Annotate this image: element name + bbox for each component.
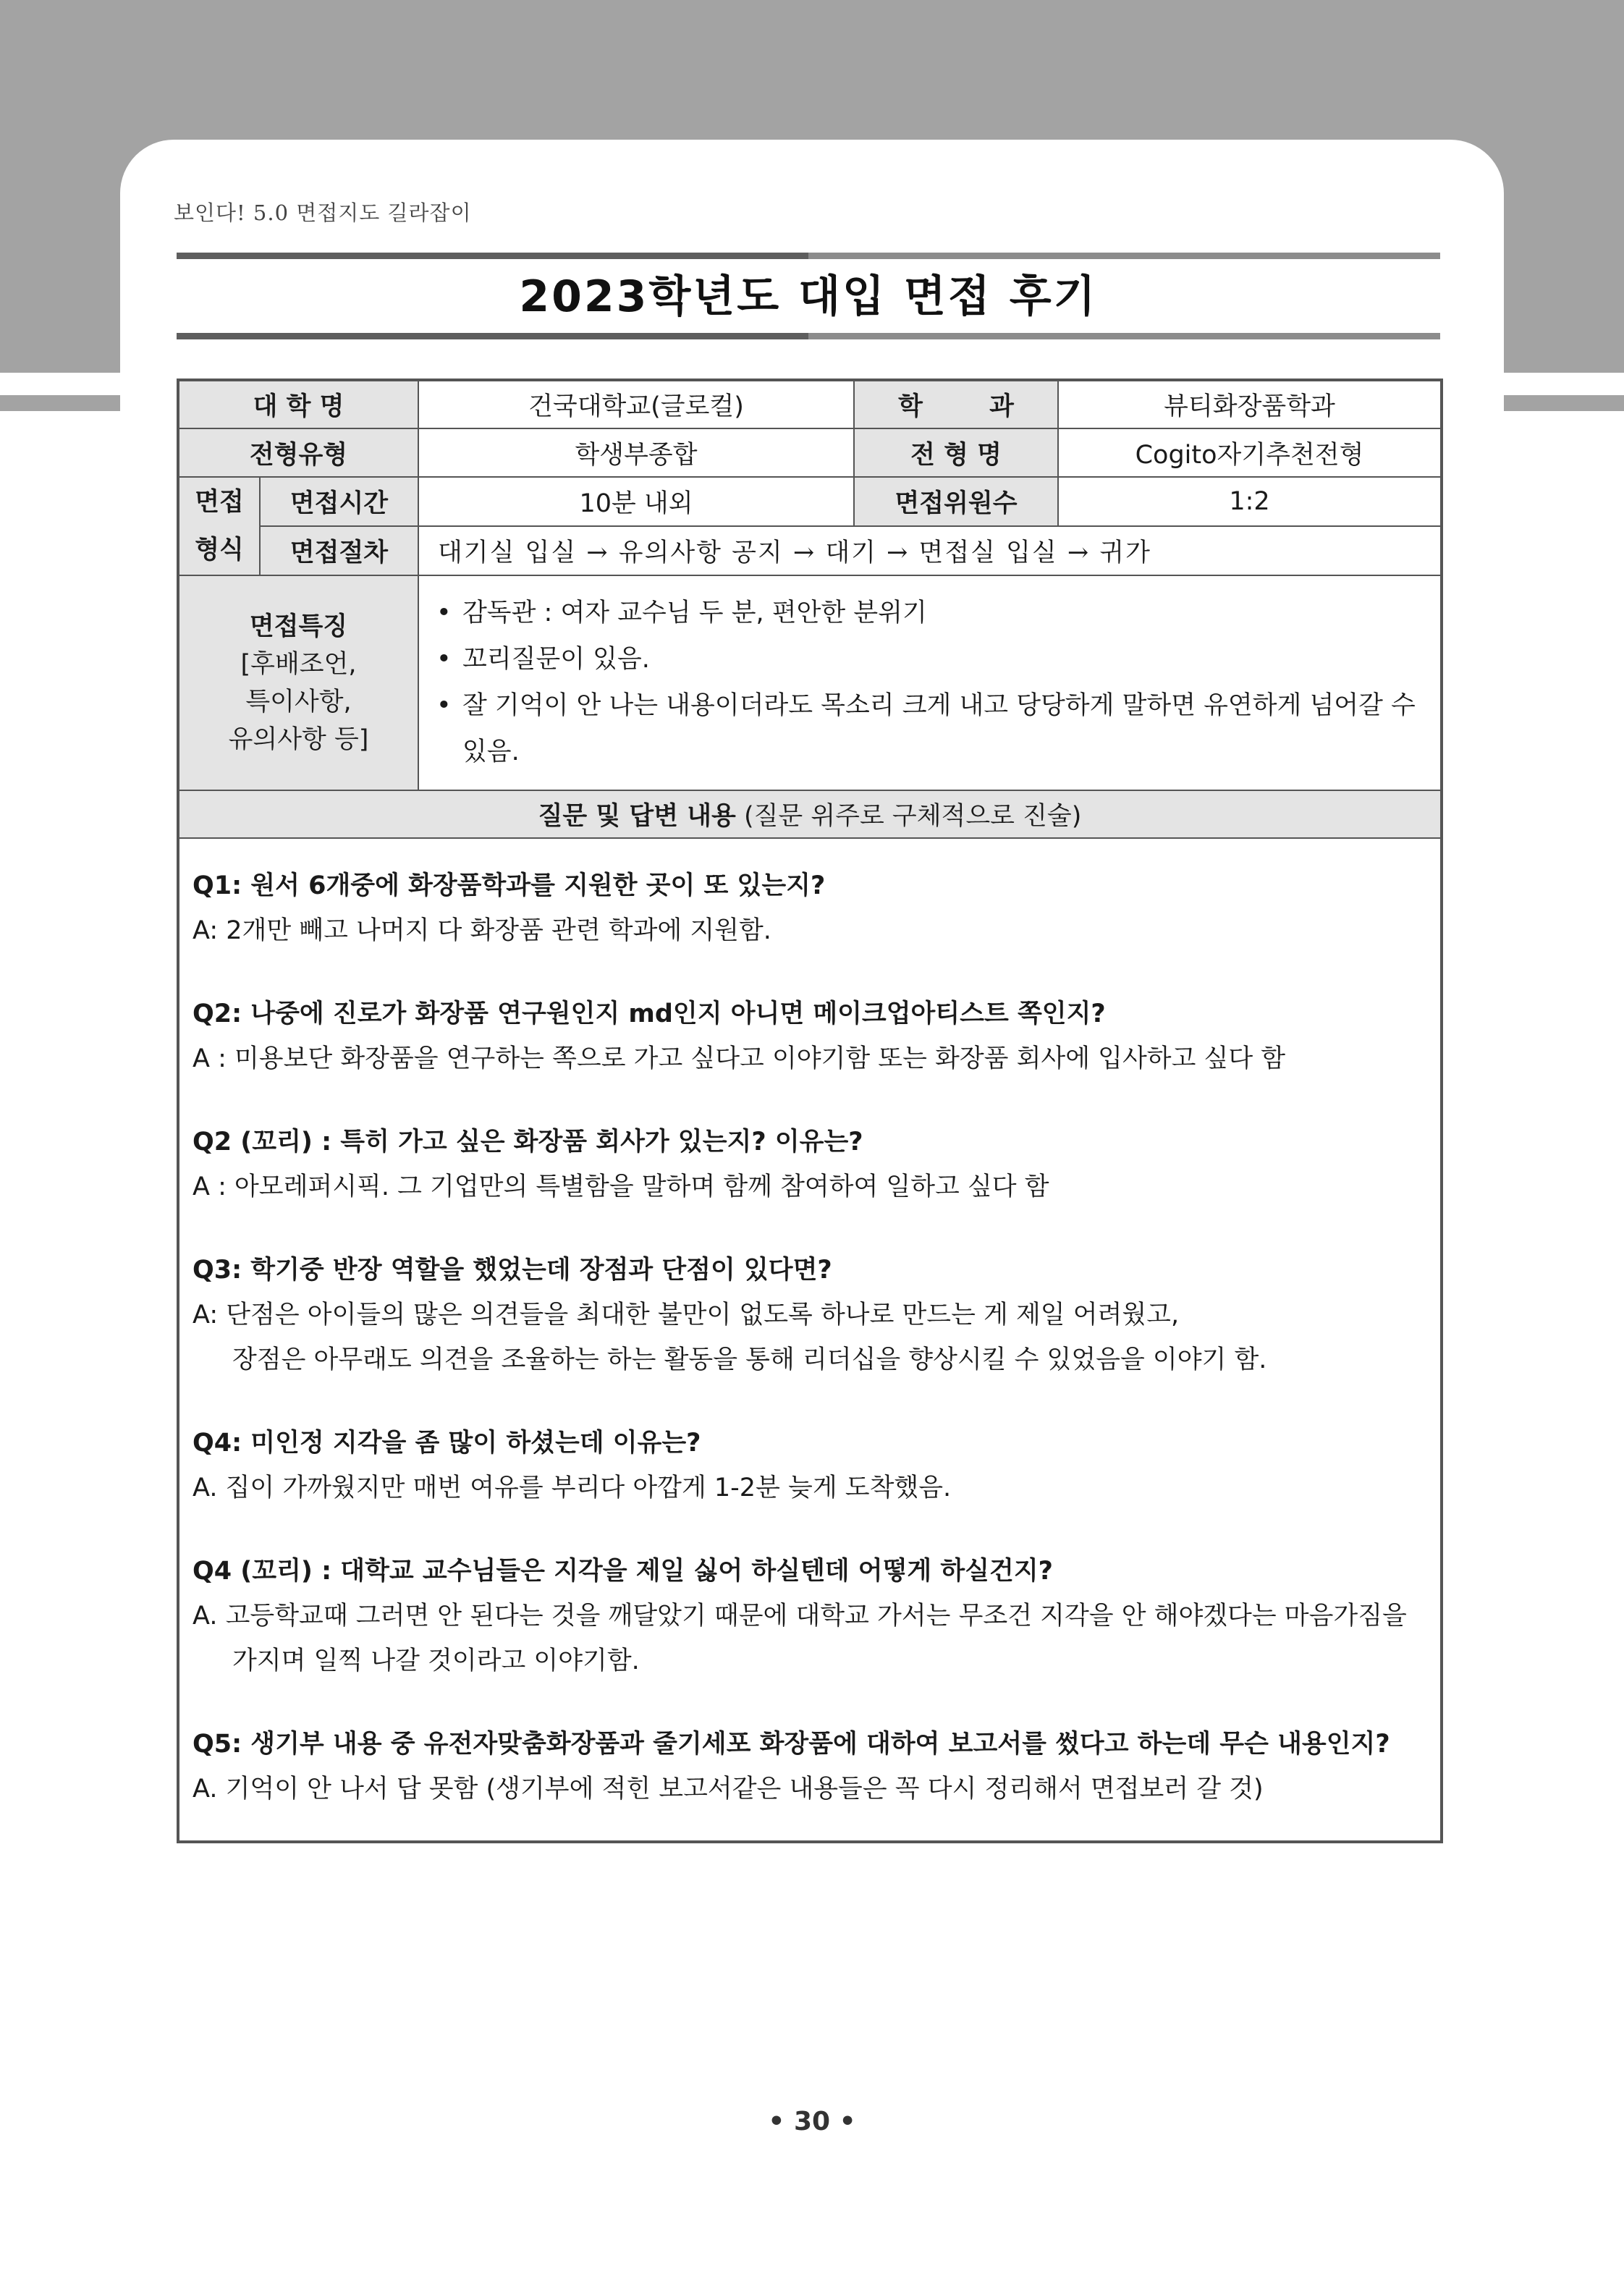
title-rule-top	[177, 253, 1440, 259]
university-value: 건국대학교(글로컬)	[418, 380, 854, 428]
qa-section-header	[178, 790, 1442, 838]
title-rule-bottom	[177, 333, 1440, 339]
qa-item-q4	[193, 1421, 1427, 1510]
answer-line: A. 고등학교때 그러면 안 된다는 것을 깨달았기 때문에 대학교 가서는 무조건 지각을 안 해야겠다는 마음가짐을	[193, 1602, 1407, 1631]
qa-item-q3	[193, 1248, 1427, 1382]
procedure-label: 면접절차	[260, 526, 418, 575]
interview-time-label: 면접시간	[260, 477, 418, 526]
row-qa-header	[178, 790, 1442, 838]
row-features	[178, 575, 1442, 790]
question: Q4 (꼬리) : 대학교 교수님들은 지각을 제일 싫어 하실텐데 어떻게 하실건지?	[193, 1557, 1053, 1586]
question: Q2: 나중에 진로가 화장품 연구원인지 md인지 아니면 메이크업아티스트 쪽인지?	[193, 999, 1106, 1028]
page-title: 2023학년도 대입 면접 후기	[519, 271, 1098, 322]
feature-item: • 꼬리질문이 있음.	[432, 636, 1427, 682]
row-qa-body	[178, 838, 1442, 1842]
right-margin-bar	[1504, 395, 1624, 411]
answer-line: A: 단점은 아이들의 많은 의견들을 최대한 불만이 없도록 하나로 만드는 게 제일 어려웠고,	[193, 1301, 1180, 1329]
features-label-line-3: 특이사항,	[245, 687, 352, 716]
admission-type-label: 전형유형	[178, 428, 418, 477]
qa-content	[178, 838, 1442, 1842]
panel-count-label: 면접위원수	[854, 477, 1058, 526]
qa-item-q4-followup	[193, 1549, 1427, 1683]
department-value: 뷰티화장품학과	[1058, 380, 1442, 428]
format-label-line-1: 면접	[195, 488, 244, 517]
answer-line: 가지며 일찍 나갈 것이라고 이야기함.	[232, 1646, 640, 1675]
answer-line: 장점은 아무래도 의견을 조율하는 하는 활동을 통해 리더십을 향상시킬 수 있었음을 이야기 함.	[232, 1345, 1267, 1374]
interview-info-table	[177, 379, 1443, 1843]
question: Q3: 학기중 반장 역할을 했었는데 장점과 단점이 있다면?	[193, 1256, 832, 1285]
university-label: 대 학 명	[178, 380, 418, 428]
left-margin-bar	[0, 395, 120, 411]
feature-item: • 감독관 : 여자 교수님 두 분, 편안한 분위기	[432, 590, 1427, 636]
qa-item-q5	[193, 1722, 1427, 1811]
answer: A. 기억이 안 나서 답 못함 (생기부에 적힌 보고서같은 내용들은 꼭 다시 정리해서 면접보러 갈 것)	[193, 1775, 1264, 1804]
feature-item: • 잘 기억이 안 나는 내용이더라도 목소리 크게 내고 당당하게 말하면 유연하게 넘어갈 수 있음.	[432, 682, 1427, 775]
interview-time-value: 10분 내외	[418, 477, 854, 526]
page-number: • 30 •	[768, 2107, 856, 2136]
features-label	[178, 575, 418, 790]
answer: A. 집이 가까웠지만 매번 여유를 부리다 아깝게 1-2분 늦게 도착했음.	[193, 1473, 952, 1502]
procedure-value: 대기실 입실 → 유의사항 공지 → 대기 → 면접실 입실 → 귀가	[418, 526, 1442, 575]
answer: A : 미용보단 화장품을 연구하는 쪽으로 가고 싶다고 이야기함 또는 화장품 회사에 입사하고 싶다 함	[193, 1044, 1286, 1073]
question: Q5: 생기부 내용 중 유전자맞춤화장품과 줄기세포 화장품에 대하여 보고서를 썼다고 하는데 무슨 내용인지?	[193, 1730, 1390, 1759]
features-list	[432, 590, 1427, 775]
qa-header-bold: 질문 및 답변 내용	[538, 802, 736, 831]
answer: A : 아모레퍼시픽. 그 기업만의 특별함을 말하며 함께 참여하여 일하고 싶다 함	[193, 1172, 1049, 1201]
admission-track-label: 전 형 명	[854, 428, 1058, 477]
question: Q1: 원서 6개중에 화장품학과를 지원한 곳이 또 있는지?	[193, 871, 826, 900]
features-label-line-2: [후배조언,	[240, 649, 357, 679]
interview-format-label	[178, 477, 260, 575]
answer	[193, 1594, 1427, 1683]
running-header: 보인다! 5.0 면접지도 길라잡이	[174, 200, 472, 225]
features-label-title: 면접특징	[249, 612, 348, 641]
department-label: 학 과	[854, 380, 1058, 428]
answer	[193, 1293, 1427, 1382]
format-label-line-2: 형식	[195, 536, 244, 565]
qa-header-note: (질문 위주로 구체적으로 진술)	[735, 802, 1082, 831]
row-interview-time	[178, 477, 1442, 526]
panel-count-value: 1:2	[1058, 477, 1442, 526]
qa-item-q2-followup	[193, 1120, 1427, 1209]
row-admission-type	[178, 428, 1442, 477]
question: Q2 (꼬리) : 특히 가고 싶은 화장품 회사가 있는지? 이유는?	[193, 1128, 863, 1157]
qa-item-q2	[193, 991, 1427, 1081]
row-procedure	[178, 526, 1442, 575]
admission-track-value: Cogito자기추천전형	[1058, 428, 1442, 477]
admission-type-value: 학생부종합	[418, 428, 854, 477]
question: Q4: 미인정 지각을 좀 많이 하셨는데 이유는?	[193, 1429, 701, 1458]
features-label-line-4: 유의사항 등]	[228, 724, 369, 754]
answer: A: 2개만 빼고 나머지 다 화장품 관련 학과에 지원함.	[193, 916, 771, 945]
qa-item-q1	[193, 863, 1427, 953]
features-content	[418, 575, 1442, 790]
row-university	[178, 380, 1442, 428]
